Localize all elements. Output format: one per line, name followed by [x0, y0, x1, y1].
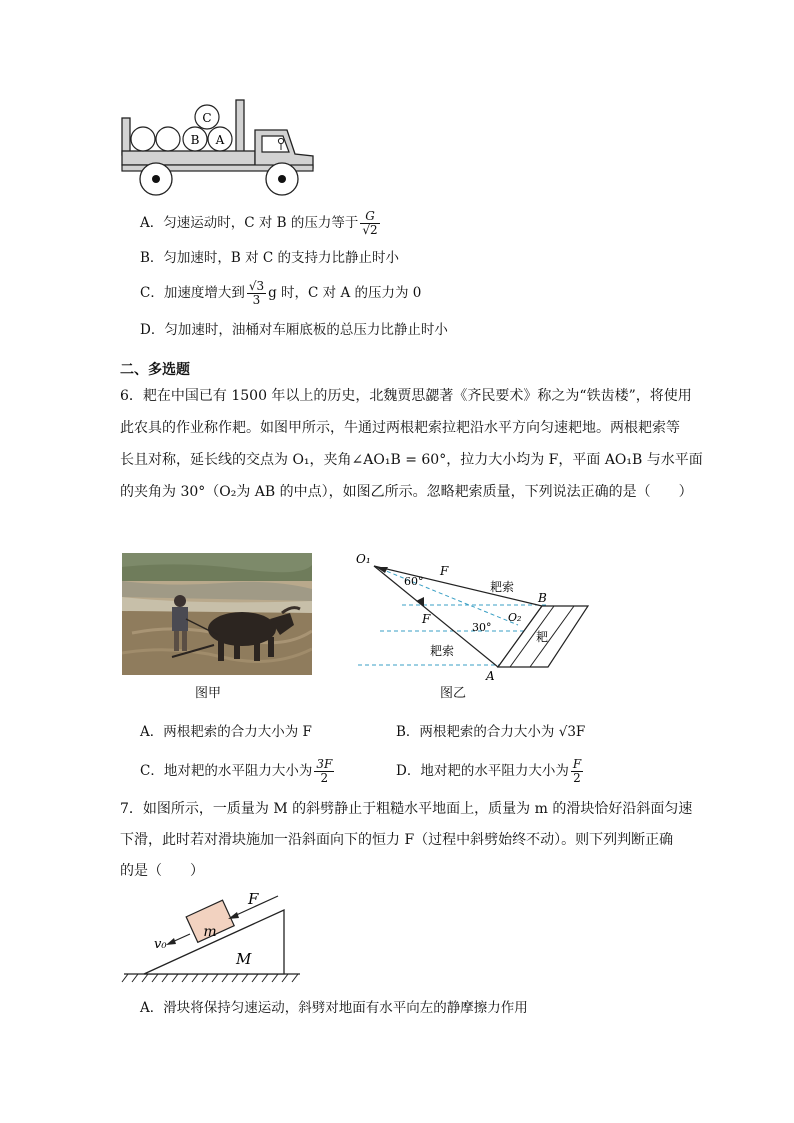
q6-line-2: 此农具的作业称作耙。如图甲所示，牛通过两根耙索拉耙沿水平方向匀速耙地。两根耙索等	[120, 420, 680, 436]
label-angle-60: 60°	[404, 575, 424, 588]
label-c: C	[202, 111, 212, 125]
label-o1: O₁	[356, 552, 371, 566]
q5-option-a[interactable]: A．匀速运动时，C 对 B 的压力等于 $\frac{G}{√2}$	[140, 209, 378, 237]
label-b-point: B	[538, 591, 547, 605]
section-title: 二、多选题	[120, 362, 190, 378]
q5-option-b[interactable]: B．匀加速时，B 对 C 的支持力比静止时小	[140, 250, 400, 266]
q7-option-a[interactable]: A．滑块将保持匀速运动，斜劈对地面有水平向左的静摩擦力作用	[140, 1000, 528, 1016]
label-force-f: F	[248, 890, 259, 908]
q6-option-c[interactable]: C．地对耙的水平阻力大小为 $\frac{3F}{2}$	[140, 757, 333, 785]
label-rake: 耙	[536, 630, 549, 644]
label-a: A	[215, 133, 225, 147]
q5-option-c[interactable]: C．加速度增大到 $\frac{√3}{3}$ g 时，C 对 A 的压力为 0	[140, 279, 422, 307]
q7-line-2: 下滑，此时若对滑块施加一沿斜面向下的恒力 F（过程中斜劈始终不动）。则下列判断正确	[120, 832, 674, 848]
caption-right: 图乙	[440, 686, 467, 701]
label-mass-big-m: M	[236, 950, 252, 968]
label-o2: O₂	[508, 611, 522, 624]
truck-figure	[115, 96, 320, 200]
label-b: B	[190, 133, 200, 147]
incline-figure	[120, 886, 310, 990]
q6-line-4: 的夹角为 30°（O₂为 AB 的中点），如图乙所示。忽略耙索质量，下列说法正确的是（ ）	[120, 484, 693, 500]
caption-left: 图甲	[195, 686, 222, 701]
label-mass-m: m	[203, 924, 217, 940]
q6-line-3: 长且对称，延长线的交点为 O₁，夹角∠AO₁B = 60°，拉力大小均为 F，平面 AO₁B 与水平面	[120, 452, 703, 468]
label-a-point: A	[486, 669, 495, 683]
ox-plowing-photo	[122, 553, 312, 675]
q6-option-a[interactable]: A．两根耙索的合力大小为 F	[140, 724, 312, 740]
q5-option-d[interactable]: D．匀加速时，油桶对车厢底板的总压力比静止时小	[140, 322, 448, 338]
label-f-top: F	[440, 564, 449, 578]
q7-line-1: 7．如图所示，一质量为 M 的斜劈静止于粗糙水平地面上，质量为 m 的滑块恰好沿斜面匀速	[120, 801, 693, 817]
label-f-left: F	[422, 612, 431, 626]
q7-line-3: 的是（ ）	[120, 863, 204, 879]
label-v0: v₀	[154, 937, 167, 952]
label-rope-bottom: 耙索	[430, 644, 455, 658]
q6-line-1: 6．耙在中国已有 1500 年以上的历史，北魏贾思勰著《齐民要术》称之为“铁齿楼”，将使用	[120, 388, 692, 404]
rake-force-diagram	[352, 549, 592, 684]
q6-option-d[interactable]: D．地对耙的水平阻力大小为 $\frac{F}{2}$	[396, 757, 582, 785]
label-rope-top: 耙索	[490, 580, 515, 594]
label-angle-30: 30°	[472, 621, 492, 634]
q6-option-b[interactable]: B．两根耙索的合力大小为 √3F	[396, 724, 586, 740]
